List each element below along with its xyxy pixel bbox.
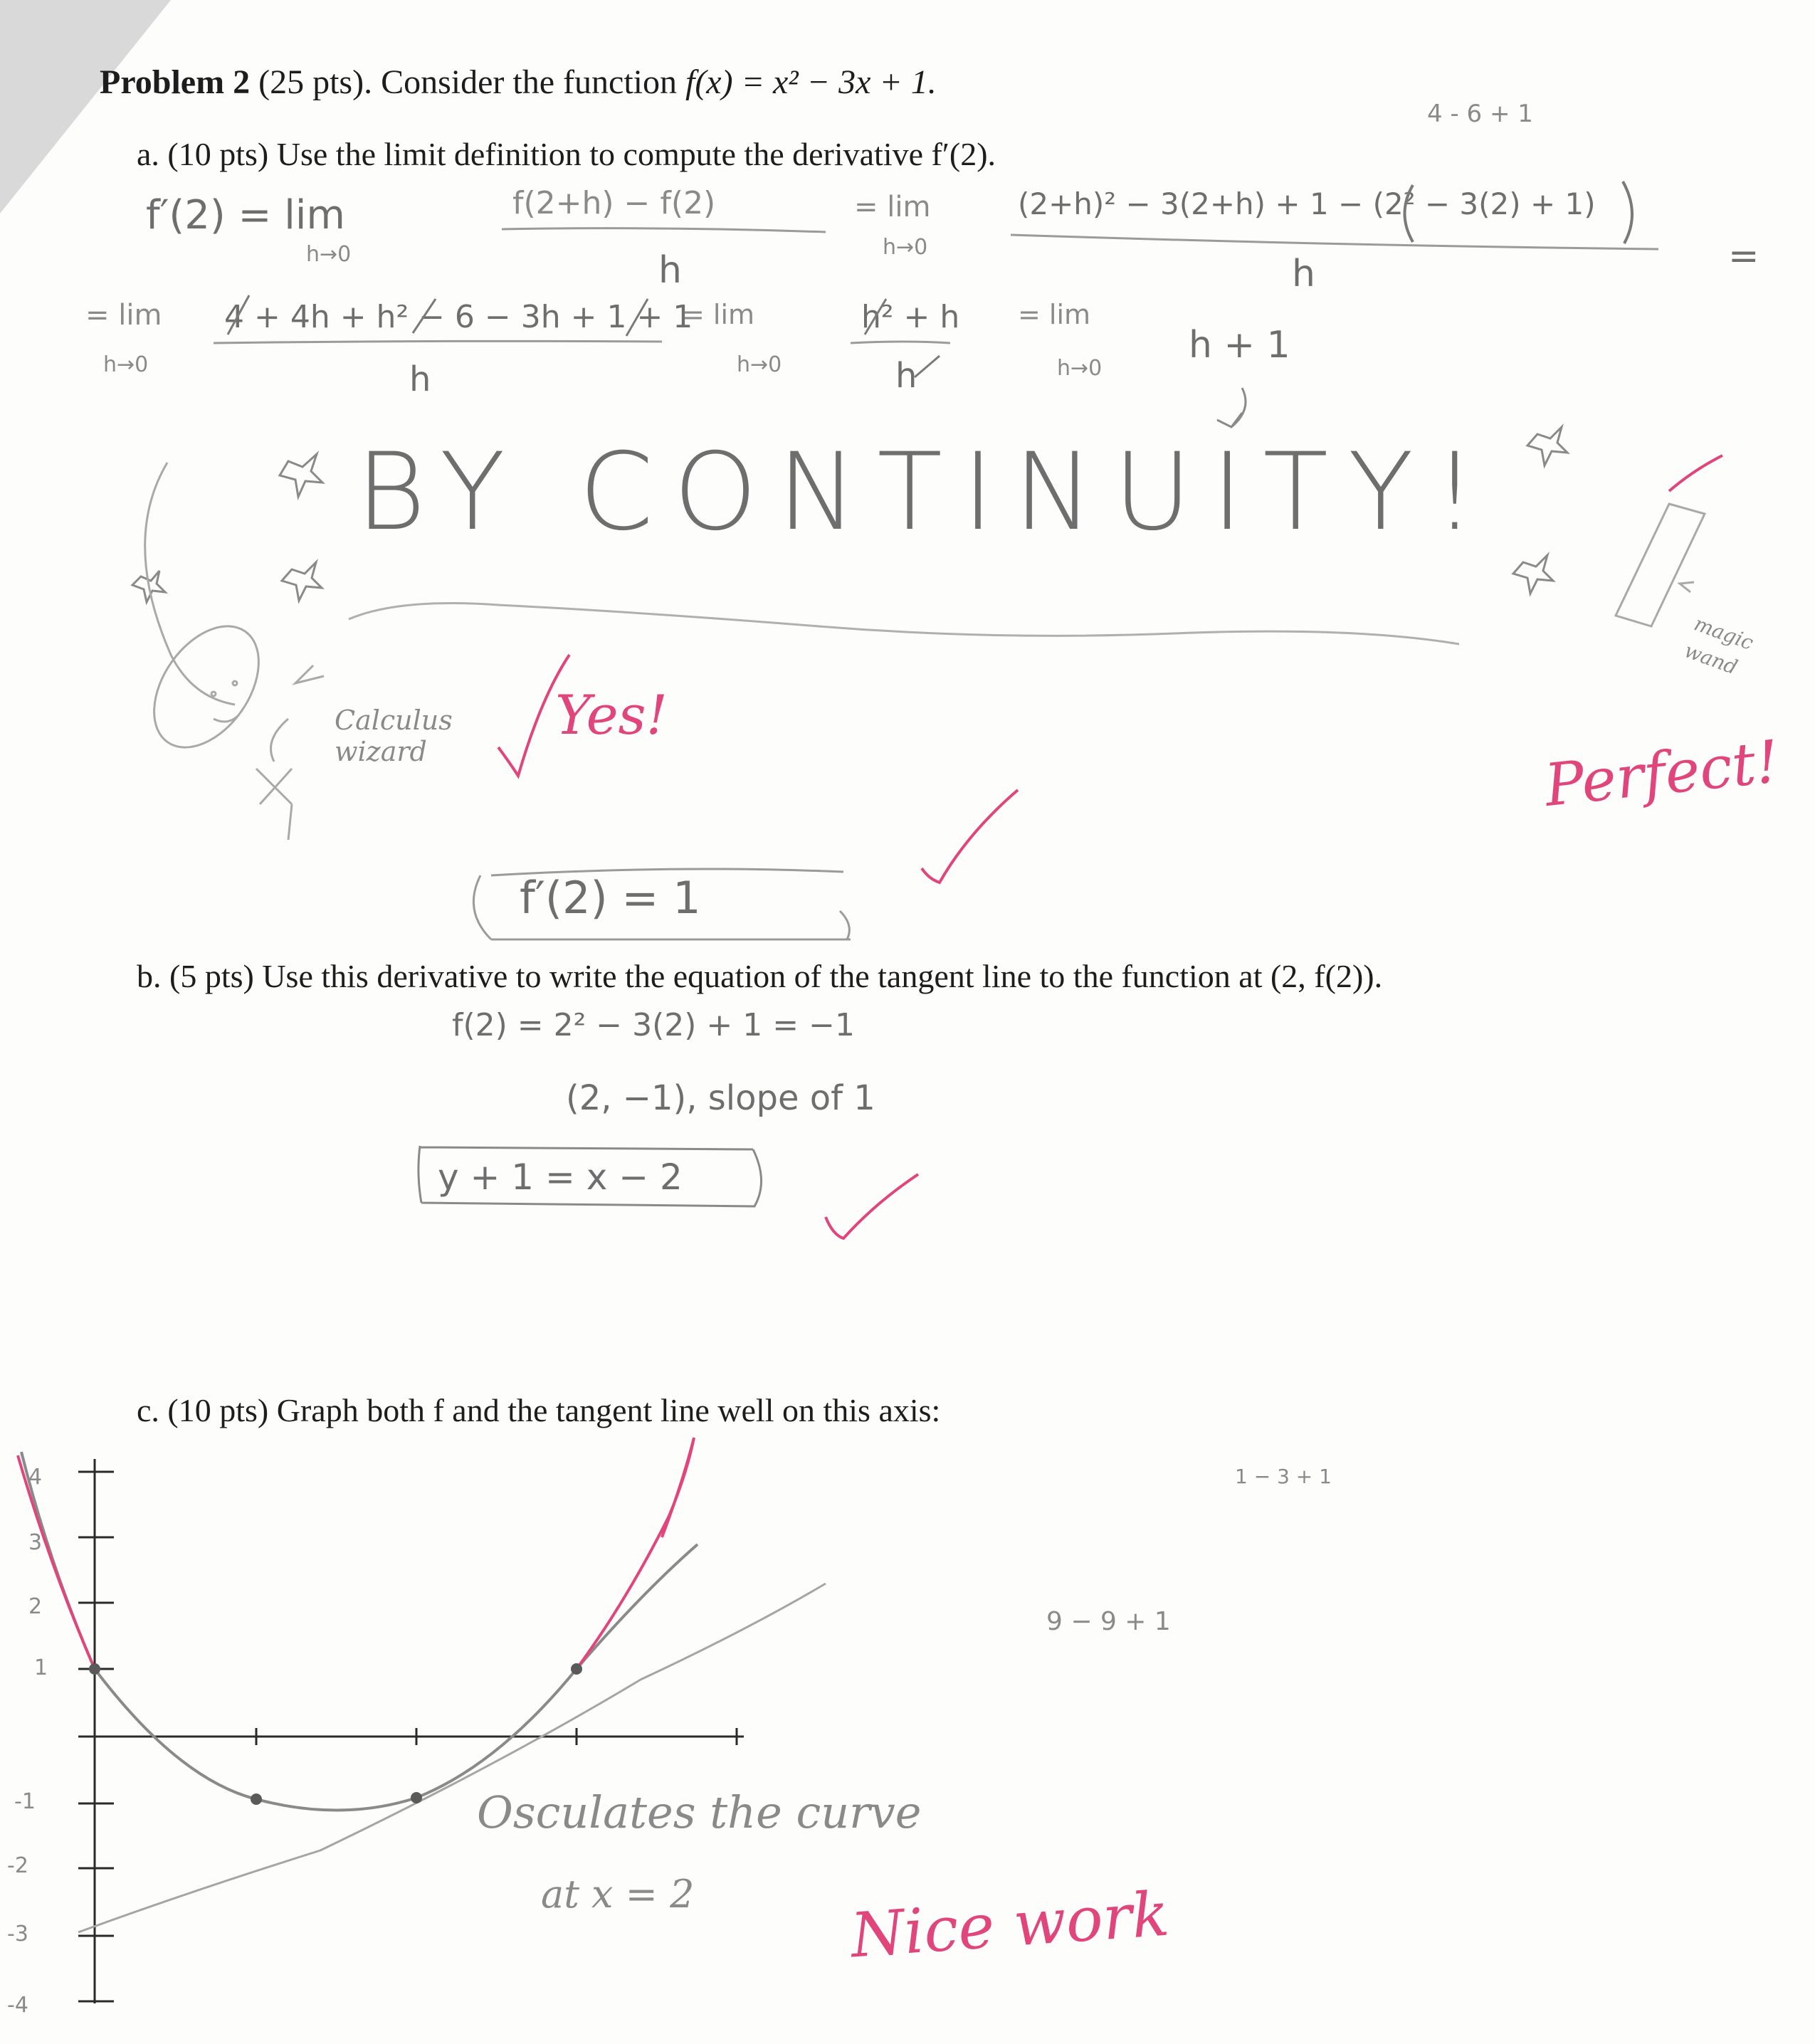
part-b-label: b. — [137, 958, 162, 994]
y-label-4: 4 — [28, 1465, 43, 1490]
part-b-points: (5 pts) — [169, 958, 254, 994]
parabola-ink-right — [577, 1438, 694, 1669]
line2-eq3: = lim — [1018, 299, 1091, 330]
star-icons — [132, 427, 1567, 602]
line1-trailing-equals: = — [1728, 235, 1759, 278]
answer-b-boxed: y + 1 = x − 2 — [438, 1157, 683, 1198]
fraction-bar-1 — [502, 228, 826, 232]
part-c-points: (10 pts) — [167, 1392, 269, 1428]
magic-wand-label: magic wand — [1681, 611, 1757, 680]
wizard-label: Calculus wizard — [335, 705, 453, 767]
fraction-bar-3 — [214, 341, 662, 343]
tangent-line — [78, 1584, 826, 1932]
line1-num2: (2+h)² − 3(2+h) + 1 − (2² − 3(2) + 1) — [1018, 186, 1596, 221]
point-slope-line: (2, −1), slope of 1 — [566, 1078, 875, 1118]
line2-expr3: h + 1 — [1189, 324, 1290, 367]
continuity-arrow — [1217, 388, 1246, 427]
line1-num1: f(2+h) − f(2) — [512, 185, 716, 221]
line2-num2: h² + h — [861, 299, 960, 335]
check-mark-3 — [922, 790, 1018, 883]
line1-den2: h — [1292, 253, 1315, 295]
line2-sub1: h→0 — [103, 352, 149, 377]
answer-a-box — [473, 869, 851, 939]
scratch-c1: 1 − 3 + 1 — [1235, 1465, 1332, 1488]
grader-yes: Yes! — [555, 683, 668, 747]
y-label-neg3: -3 — [7, 1922, 28, 1946]
problem-points: (25 pts). — [258, 63, 373, 101]
line1-lhs: f′(2) = lim — [146, 192, 345, 238]
osculates-line1: Osculates the curve — [477, 1786, 922, 1838]
answer-a-boxed: f′(2) = 1 — [520, 872, 701, 924]
line2-den2: h — [895, 356, 917, 396]
part-a-text: Use the limit definition to compute the derivative f′(2). — [276, 136, 996, 172]
scratch-a: 4 - 6 + 1 — [1427, 100, 1533, 128]
continuity-underline — [349, 604, 1459, 645]
scratch-c2: 9 − 9 + 1 — [1046, 1607, 1171, 1636]
continuity-banner: BY CONTINUITY! — [356, 431, 1496, 554]
paren-close — [1623, 181, 1632, 243]
y-label-neg4: -4 — [7, 1993, 28, 2018]
wizard-doodle — [132, 463, 324, 840]
line2-num1: 4 + 4h + h² − 6 − 3h + 1 + 1 — [224, 299, 693, 335]
fval-line: f(2) = 2² − 3(2) + 1 = −1 — [452, 1007, 855, 1043]
problem-title: Problem 2 — [100, 63, 251, 101]
line1-den1: h — [658, 249, 682, 292]
y-label-3: 3 — [28, 1530, 43, 1555]
answer-b-box — [419, 1146, 762, 1206]
paren-open — [1405, 185, 1414, 242]
osculates-line2: at x = 2 — [541, 1872, 695, 1917]
line2-eq1: = lim — [85, 299, 162, 332]
problem-statement: Consider the function — [381, 63, 677, 101]
part-c-label: c. — [137, 1392, 159, 1428]
fraction-bar-2 — [1011, 235, 1658, 249]
line1-sub2: h→0 — [883, 235, 928, 260]
y-label-1: 1 — [34, 1655, 48, 1680]
grader-nice-work: Nice work — [848, 1878, 1172, 1972]
part-c-text: Graph both f and the tangent line well on this axis: — [276, 1392, 941, 1428]
part-b-text: Use this derivative to write the equation of the tangent line to the function at (2, f(2)). — [262, 958, 1383, 994]
y-label-neg1: -1 — [14, 1789, 36, 1814]
grader-perfect: Perfect! — [1541, 728, 1782, 820]
part-a-label: a. — [137, 136, 159, 172]
cancel-strokes — [228, 295, 940, 377]
part-a-points: (10 pts) — [167, 136, 269, 172]
plotted-points — [89, 1663, 582, 1805]
check-mark-1 — [498, 655, 569, 776]
graph-axes — [78, 1459, 744, 2003]
line2-sub3: h→0 — [1057, 356, 1103, 381]
check-mark-2 — [1669, 455, 1722, 491]
line1-eq2: = lim — [854, 191, 931, 223]
problem-function: f(x) = x² − 3x + 1. — [685, 63, 937, 101]
fraction-bar-4 — [851, 342, 950, 343]
magic-wand-icon — [1616, 504, 1705, 626]
line1-lhs-sub: h→0 — [306, 242, 352, 267]
line2-den1: h — [409, 359, 431, 399]
line2-sub2: h→0 — [737, 352, 782, 377]
parabola-curve — [21, 1452, 698, 1811]
line2-eq2: = lim — [682, 299, 755, 330]
y-label-2: 2 — [28, 1594, 43, 1619]
check-marks — [498, 455, 1722, 1238]
y-label-neg2: -2 — [7, 1853, 28, 1878]
check-mark-4 — [826, 1174, 918, 1238]
